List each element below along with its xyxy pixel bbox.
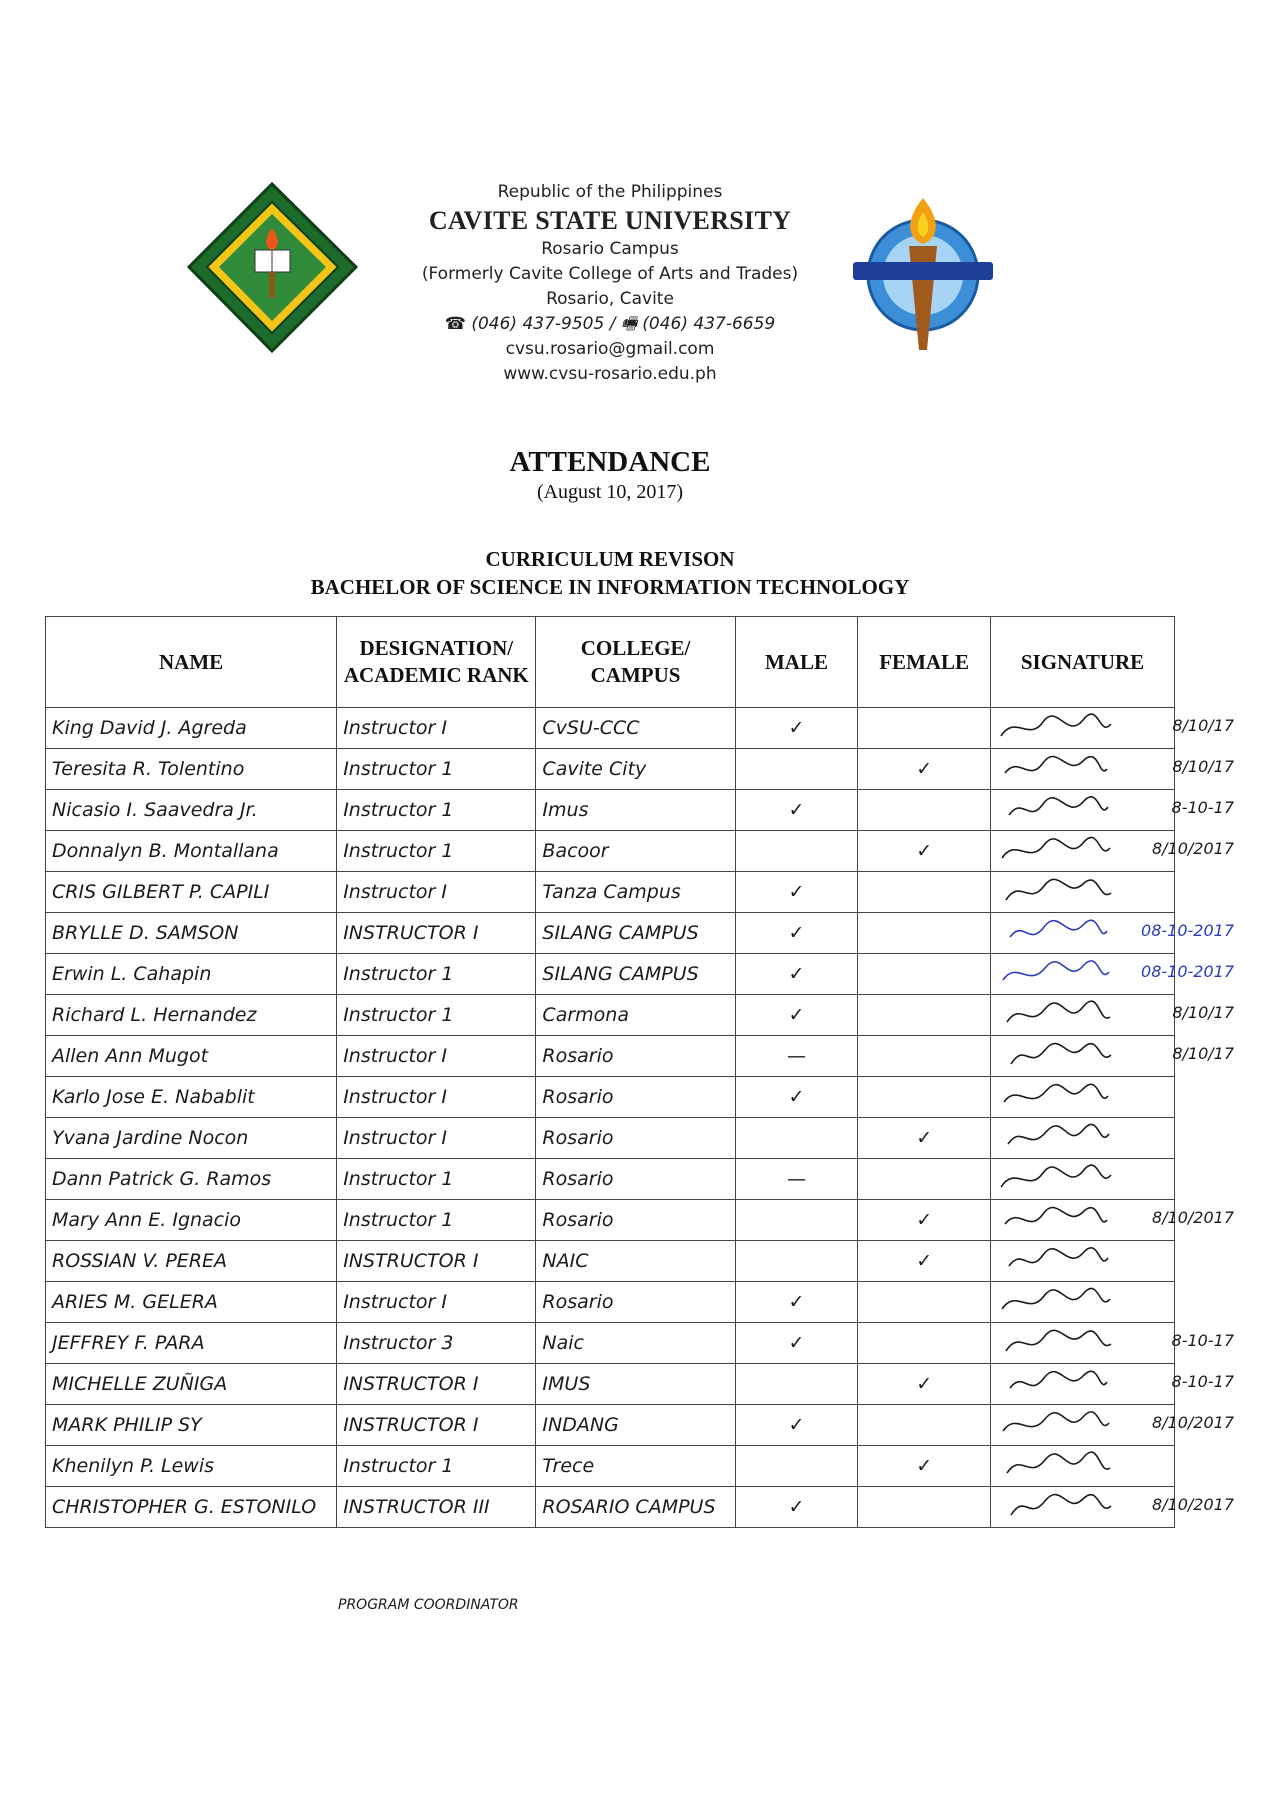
cell-college: Naic [536,1323,735,1364]
table-row [46,1405,1175,1446]
cell-rank: Instructor I [337,1077,536,1118]
table-row [46,1364,1175,1405]
cell-rank: Instructor 1 [337,749,536,790]
cell-male: ✓ [735,1282,858,1323]
cell-female: ✓ [858,831,991,872]
cell-name: Richard L. Hernandez [46,995,337,1036]
header-rank-text: DESIGNATION/ ACADEMIC RANK [343,636,529,687]
signature-scribble [995,1325,1115,1361]
cell-male: ✓ [735,913,858,954]
cell-signature [991,1446,1175,1487]
signature-stroke [1003,961,1109,980]
cell-female [858,1036,991,1077]
cell-college: SILANG CAMPUS [536,913,735,954]
letterhead [0,180,1272,400]
table-row [46,1159,1175,1200]
table-row [46,954,1175,995]
cell-signature [991,790,1234,831]
header-female: FEMALE [858,617,991,708]
table-row [46,708,1175,749]
location-line: Rosario, Cavite [546,289,674,309]
signature-stroke [1007,1001,1110,1022]
cell-college: ROSARIO CAMPUS [536,1487,735,1528]
cell-male: ✓ [735,995,858,1036]
cell-female [858,1159,991,1200]
signature-stroke [1007,1452,1110,1473]
cell-female [858,1282,991,1323]
cell-signature [991,1118,1175,1159]
signature-stroke [1009,797,1108,815]
cell-signature [991,1487,1234,1528]
signature-date: 08-10-2017 [1141,921,1234,940]
cell-male [735,1241,858,1282]
signature-scribble [995,1202,1115,1238]
table-row [46,749,1175,790]
signature-scribble [995,956,1115,992]
cell-name: Dann Patrick G. Ramos [46,1159,337,1200]
attendance-table [45,616,1234,1528]
table-row [46,872,1175,913]
signature-scribble [995,915,1115,951]
signature-scribble [995,792,1115,828]
cell-female [858,1323,991,1364]
cell-rank: INSTRUCTOR I [337,1364,536,1405]
cell-name: Allen Ann Mugot [46,1036,337,1077]
cell-male [735,1446,858,1487]
cell-college: Carmona [536,995,735,1036]
signature-scribble [995,997,1115,1033]
university-name: CAVITE STATE UNIVERSITY [428,206,792,235]
signature-stroke [1011,1494,1111,1515]
cell-signature [991,1200,1234,1241]
cell-female [858,913,991,954]
cell-college: NAIC [536,1241,735,1282]
subtitle-block [0,545,1220,601]
signature-stroke [1010,920,1107,937]
signature-stroke [1001,1165,1111,1187]
cell-male [735,749,858,790]
header-male: MALE [735,617,858,708]
cell-signature [991,1241,1175,1282]
cell-name: JEFFREY F. PARA [46,1323,337,1364]
cell-signature [991,995,1234,1036]
signature-stroke [1011,1043,1111,1064]
signature-stroke [1006,879,1111,900]
cell-rank: Instructor I [337,708,536,749]
signature-date: 8/10/2017 [1151,839,1234,858]
cell-female: ✓ [858,1364,991,1405]
cell-rank: Instructor I [337,1118,536,1159]
cell-female: ✓ [858,1241,991,1282]
cell-college: CvSU-CCC [536,708,735,749]
subtitle-line-2: BACHELOR OF SCIENCE IN INFORMATION TECHNOLOGY [310,575,910,599]
cell-signature [991,913,1234,954]
cell-female [858,1487,991,1528]
cell-female [858,995,991,1036]
header-signature: SIGNATURE [991,617,1175,708]
cell-signature [991,1159,1175,1200]
header-college-text: COLLEGE/ CAMPUS [580,636,691,687]
cell-college: Rosario [536,1159,735,1200]
cell-signature [991,708,1234,749]
table-row [46,1200,1175,1241]
header-rank [337,617,536,708]
cell-male: ✓ [735,954,858,995]
cell-male: ✓ [735,1077,858,1118]
cell-rank: Instructor 1 [337,1446,536,1487]
cell-male: ✓ [735,790,858,831]
cell-male: ✓ [735,1323,858,1364]
country-line: Republic of the Philippines [497,182,723,202]
cell-male [735,831,858,872]
signature-date: 8-10-17 [1171,798,1234,817]
cell-college: Trece [536,1446,735,1487]
cell-male: ✓ [735,708,858,749]
signature-stroke [1006,1330,1111,1351]
cell-female [858,708,991,749]
signature-date: 8/10/17 [1172,716,1234,735]
table-row [46,1487,1175,1528]
cell-college: Rosario [536,1036,735,1077]
signature-stroke [1010,1371,1107,1388]
cell-female [858,790,991,831]
cell-male: ✓ [735,1405,858,1446]
signature-scribble [995,1243,1115,1279]
campus-line: Rosario Campus [541,239,679,259]
signature-scribble [995,1120,1115,1156]
website-line: www.cvsu-rosario.edu.ph [503,364,717,384]
title-date: (August 10, 2017) [536,481,684,503]
email-line: cvsu.rosario@gmail.com [505,339,715,359]
table-row [46,1282,1175,1323]
cell-rank: Instructor I [337,1036,536,1077]
cell-name: Yvana Jardine Nocon [46,1118,337,1159]
cell-signature [991,872,1175,913]
signature-scribble [995,710,1115,746]
cell-rank: INSTRUCTOR I [337,913,536,954]
signature-date: 8/10/17 [1172,1044,1234,1063]
signature-stroke [1001,714,1111,736]
cell-rank: Instructor I [337,1282,536,1323]
signature-scribble [995,1366,1115,1402]
cell-signature [991,831,1234,872]
cell-rank: Instructor 1 [337,790,536,831]
cell-college: Rosario [536,1282,735,1323]
cell-signature [991,1077,1175,1118]
signature-scribble [995,1489,1115,1525]
cell-male: — [735,1159,858,1200]
cell-college: Imus [536,790,735,831]
signature-stroke [1008,1124,1109,1144]
table-row [46,831,1175,872]
signature-scribble [995,1079,1115,1115]
signature-date: 8/10/2017 [1151,1208,1234,1227]
cell-signature [991,1323,1234,1364]
cell-signature [991,1282,1175,1323]
signature-stroke [1005,756,1107,773]
cell-rank: Instructor 1 [337,1200,536,1241]
table-row [46,790,1175,831]
cell-male [735,1364,858,1405]
cell-college: Rosario [536,1077,735,1118]
cell-college: Cavite City [536,749,735,790]
cell-name: Donnalyn B. Montallana [46,831,337,872]
cell-rank: INSTRUCTOR I [337,1405,536,1446]
cell-college: Bacoor [536,831,735,872]
signature-date: 08-10-2017 [1141,962,1234,981]
table-row [46,1118,1175,1159]
cell-college: Rosario [536,1118,735,1159]
cell-signature [991,1364,1234,1405]
cell-signature [991,1036,1234,1077]
cell-college: INDANG [536,1405,735,1446]
header-row [46,617,1175,708]
cell-male [735,1118,858,1159]
cell-rank: Instructor I [337,872,536,913]
cell-male: — [735,1036,858,1077]
signature-scribble [995,751,1115,787]
cell-name: Erwin L. Cahapin [46,954,337,995]
signature-stroke [1002,1288,1110,1309]
cell-name: ROSSIAN V. PEREA [46,1241,337,1282]
cell-rank: Instructor 1 [337,954,536,995]
header-name: NAME [46,617,337,708]
signature-scribble [995,833,1115,869]
cell-name: ARIES M. GELERA [46,1282,337,1323]
table-row [46,1446,1175,1487]
table-row [46,1323,1175,1364]
cell-name: CHRISTOPHER G. ESTONILO [46,1487,337,1528]
signature-date: 8/10/2017 [1151,1495,1234,1514]
signature-stroke [1005,1207,1107,1224]
cell-female: ✓ [858,1118,991,1159]
cell-rank: Instructor 3 [337,1323,536,1364]
cell-name: Khenilyn P. Lewis [46,1446,337,1487]
cell-rank: INSTRUCTOR I [337,1241,536,1282]
cell-male: ✓ [735,872,858,913]
phone-line: ☎ (046) 437-9505 / 🖷 (046) 437-6659 [444,314,776,334]
signature-date: 8/10/2017 [1151,1413,1234,1432]
signature-date: 8-10-17 [1171,1331,1234,1350]
cell-name: CRIS GILBERT P. CAPILI [46,872,337,913]
cell-college: IMUS [536,1364,735,1405]
cell-name: Teresita R. Tolentino [46,749,337,790]
signature-date: 8/10/17 [1172,757,1234,776]
cell-college: SILANG CAMPUS [536,954,735,995]
cell-name: Mary Ann E. Ignacio [46,1200,337,1241]
cell-rank: Instructor 1 [337,995,536,1036]
program-coordinator-note: PROGRAM COORDINATOR [338,1597,519,1613]
signature-stroke [1009,1248,1108,1266]
cell-name: BRYLLE D. SAMSON [46,913,337,954]
table-row [46,995,1175,1036]
signature-date: 8-10-17 [1171,1372,1234,1391]
cvsu-seal-logo [185,180,360,355]
cell-female [858,1405,991,1446]
cell-female [858,872,991,913]
cell-female [858,1077,991,1118]
cell-name: MICHELLE ZUÑIGA [46,1364,337,1405]
signature-date: 8/10/17 [1172,1003,1234,1022]
cell-rank: Instructor 1 [337,831,536,872]
signature-scribble [995,1038,1115,1074]
cell-name: King David J. Agreda [46,708,337,749]
table-row [46,1036,1175,1077]
cell-college: Tanza Campus [536,872,735,913]
table-row [46,1077,1175,1118]
signature-stroke [1003,1412,1109,1431]
cell-signature [991,749,1234,790]
cell-name: Nicasio I. Saavedra Jr. [46,790,337,831]
title-block [0,445,1220,505]
cell-signature [991,954,1234,995]
signature-scribble [995,874,1115,910]
letterhead-text [360,180,860,387]
cell-female: ✓ [858,1200,991,1241]
cell-college: Rosario [536,1200,735,1241]
cell-rank: Instructor 1 [337,1159,536,1200]
cell-name: MARK PHILIP SY [46,1405,337,1446]
subtitle-line-1: CURRICULUM REVISON [485,547,735,571]
table-row [46,1241,1175,1282]
cell-female [858,954,991,995]
cell-male [735,1200,858,1241]
cell-rank: INSTRUCTOR III [337,1487,536,1528]
signature-stroke [1002,837,1110,858]
cell-name: Karlo Jose E. Nabablit [46,1077,337,1118]
formerly-line: (Formerly Cavite College of Arts and Trades) [421,264,799,284]
signature-scribble [995,1284,1115,1320]
cell-female: ✓ [858,749,991,790]
header-college [536,617,735,708]
signature-scribble [995,1161,1115,1197]
signature-stroke [1004,1084,1108,1102]
table-row [46,913,1175,954]
cell-female: ✓ [858,1446,991,1487]
cell-male: ✓ [735,1487,858,1528]
rosario-campus-logo [845,190,1000,355]
page-title: ATTENDANCE [509,446,711,478]
cell-signature [991,1405,1234,1446]
signature-scribble [995,1407,1115,1443]
signature-scribble [995,1448,1115,1484]
